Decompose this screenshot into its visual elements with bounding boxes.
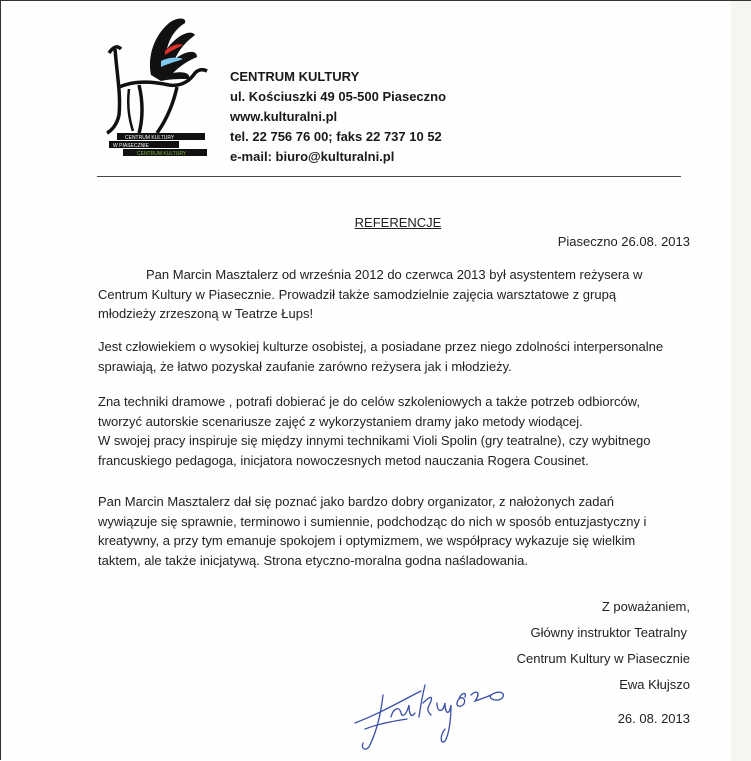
closing-date: 26. 08. 2013: [617, 711, 690, 726]
org-address: ul. Kościuszki 49 05-500 Piaseczno: [230, 89, 447, 104]
logo-line-2: W PIASECZNIE: [113, 143, 149, 149]
paragraph-3: Zna techniki dramowe , potrafi dobierać je do celów szkoleniowych a także potrzeb odbiorców, tworzyć autorskie scenariusze zajęć z wykorzystaniem dramy jako metody wiodącej. W swojej pracy inspiruje się między innymi technikami Violi Spolin (gry teatralne), czy wybitnego francuskiego pedagoga, inicjatora nowoczesnych metod nauczania Rogera Cousinet.: [98, 394, 651, 468]
handwritten-signature: [351, 673, 561, 753]
logo-line-1: CENTRUM KULTURY: [125, 135, 175, 141]
header-divider: [97, 176, 681, 177]
closing-salutation: Z poważaniem,: [601, 599, 690, 614]
place-date: Piaseczno 26.08. 2013: [557, 234, 690, 249]
paragraph-2: Jest człowiekiem o wysokiej kulturze osobistej, a posiadane przez niego zdolności interpersonalne sprawiają, że łatwo pozyskał zaufanie zarówno reżysera jak i młodzieży.: [98, 339, 664, 374]
closing-institution: Centrum Kultury w Piasecznie: [516, 651, 690, 666]
logo-line-3: CENTRUM KULTURY: [137, 151, 187, 157]
scan-edge: [731, 1, 751, 761]
paragraph-1: Pan Marcin Masztalerz od września 2012 do czerwca 2013 był asystentem reżysera w Centrum Kultury w Piasecznie. Prowadził także samodzielnie zajęcia warsztatowe z grupą młodzieży zrzeszoną w Teatrze Łups!: [98, 267, 643, 321]
org-name: CENTRUM KULTURY: [230, 69, 360, 84]
org-phone-fax: tel. 22 756 76 00; faks 22 737 10 52: [230, 129, 442, 144]
letter-title: REFERENCJE: [354, 215, 442, 230]
closing-position: Główny instruktor Teatralny: [530, 625, 687, 640]
contact-block: [230, 67, 446, 167]
centrum-kultury-logo: [99, 15, 219, 157]
org-website: www.kulturalni.pl: [230, 109, 338, 124]
closing-signer: Ewa Kłujszo: [619, 677, 690, 692]
paragraph-4: Pan Marcin Masztalerz dał się poznać jako bardzo dobry organizator, z nałożonych zadań wywiązuje się sprawnie, terminowo i sumiennie, podchodząc do nich w sposób entuzjastyczny i kreatywny, a przy tym emanuje spokojem i optymizmem, we współpracy wykazuje się wielkim taktem, ale także inicjatywą. Strona etyczno-moralna godna naśladowania.: [98, 494, 647, 568]
org-email: e-mail: biuro@kulturalni.pl: [230, 149, 395, 164]
